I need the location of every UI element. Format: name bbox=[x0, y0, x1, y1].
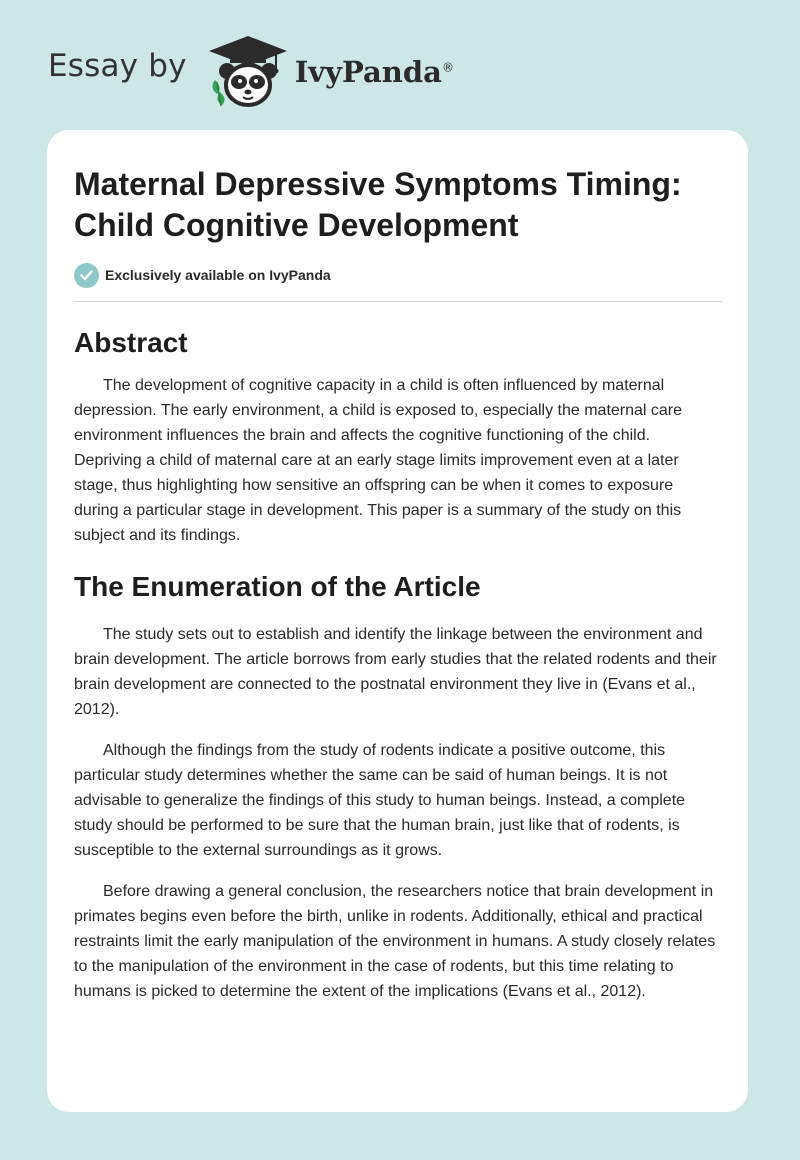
essay-title bbox=[74, 164, 722, 246]
essay-card bbox=[47, 130, 748, 1112]
brand-name-text: IvyPanda bbox=[294, 55, 442, 89]
site-header bbox=[48, 30, 454, 110]
exclusive-label: Exclusively available on IvyPanda bbox=[105, 267, 331, 283]
essay-title-line-1: Maternal Depressive Symptoms Timing: bbox=[74, 166, 682, 202]
abstract-paragraph: The development of cognitive capacity in a child is often influenced by maternal depression. The early environment, a child is exposed to, especially the maternal care environment influences the brain and affects the cognitive functioning of the child. Depriving a child of maternal care at an early stage limits improvement even at a later stage, thus highlighting how sensitive an offspring can be when it comes to exposure during a particular stage in development. This paper is a summary of the study on this subject and its findings. bbox=[74, 377, 683, 544]
divider bbox=[74, 301, 722, 302]
section-heading-abstract: Abstract bbox=[74, 327, 188, 358]
essay-title-line-2: Child Cognitive Development bbox=[74, 207, 519, 243]
check-circle-icon bbox=[74, 263, 99, 288]
enumeration-paragraph-1: The study sets out to establish and identify the linkage between the environment and brain development. The article borrows from early studies that the related rodents and their brain development are connected to the postnatal environment they live in (Evans et al., 2012). bbox=[74, 626, 717, 718]
registered-mark: ® bbox=[441, 60, 454, 75]
section-heading-enumeration: The Enumeration of the Article bbox=[74, 571, 481, 602]
ivypanda-wordmark[interactable] bbox=[295, 55, 454, 89]
essay-by-label: Essay by bbox=[48, 48, 187, 84]
enumeration-paragraph-2: Although the findings from the study of rodents indicate a positive outcome, this particular study determines whether the same can be said of human beings. It is not advisable to generalize the findings of this study to human beings. Instead, a complete study should be performed to be sure that the human brain, just like that of rodents, is susceptible to the external surroundings as it grows. bbox=[74, 742, 686, 859]
exclusive-badge bbox=[74, 262, 722, 288]
ivypanda-logo-icon[interactable] bbox=[205, 30, 291, 110]
enumeration-paragraph-3: Before drawing a general conclusion, the researchers notice that brain development in primates begins even before the birth, unlike in rodents. Additionally, ethical and practical restraints limit the early manipulation of the environment in humans. A study closely relates to the manipulation of the environment in the case of rodents, but this time relating to humans is picked to determine the extent of the implications (Evans et al., 2012). bbox=[74, 883, 716, 1000]
